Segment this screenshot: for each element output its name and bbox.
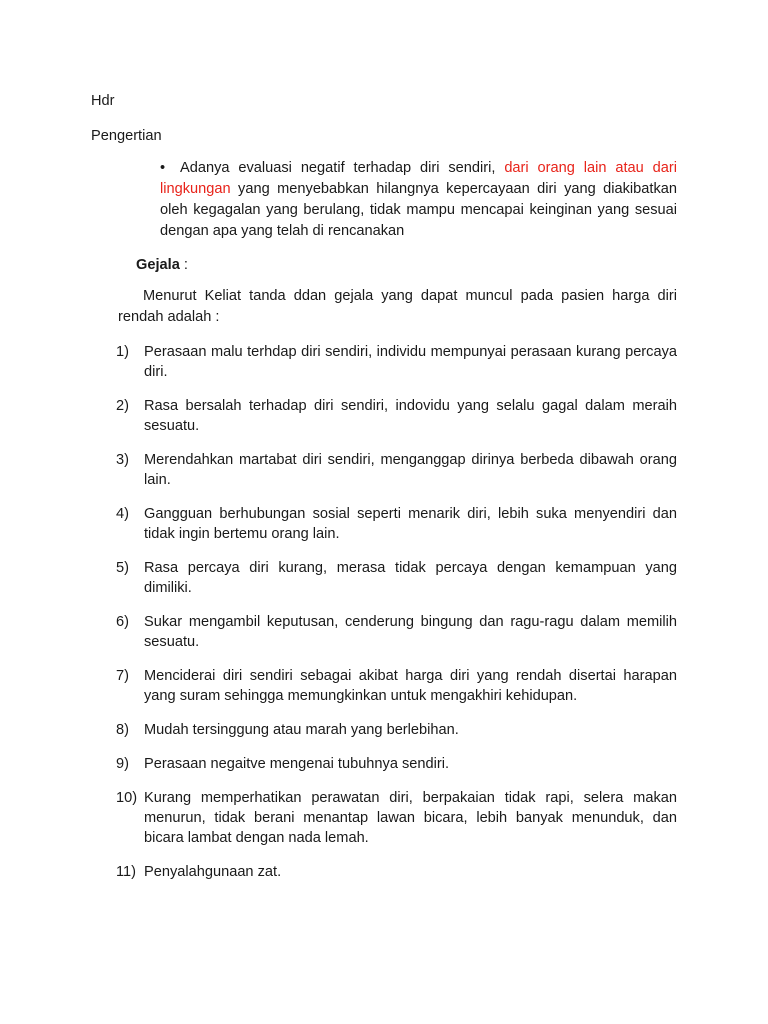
- list-item-text: Gangguan berhubungan sosial seperti menarik diri, lebih suka menyendiri dan tidak ingin bertemu orang lain.: [144, 506, 677, 542]
- list-item-text: Perasaan negaitve mengenai tubuhnya sendiri.: [144, 756, 450, 772]
- intro-paragraph: Menurut Keliat tanda ddan gejala yang dapat muncul pada pasien harga diri rendah adalah :: [118, 288, 677, 325]
- list-item-text: Merendahkan martabat diri sendiri, menganggap dirinya berbeda dibawah orang lain.: [144, 452, 677, 488]
- list-item-text: Rasa bersalah terhadap diri sendiri, indovidu yang selalu gagal dalam meraih sesuatu.: [144, 398, 677, 434]
- gejala-heading: [136, 255, 188, 275]
- list-item: [116, 720, 677, 740]
- definition-text-end: yang menyebabkan hilangnya kepercayaan diri yang diakibatkan oleh kegagalan yang berulang, tidak mampu mencapai keinginan yang sesuai dengan apa yang telah di rencanakan: [160, 181, 677, 239]
- list-item-text: Mudah tersinggung atau marah yang berlebihan.: [144, 722, 459, 738]
- list-item: [116, 862, 677, 882]
- list-item-number: 6): [116, 614, 129, 630]
- list-item-text: Menciderai diri sendiri sebagai akibat harga diri yang rendah disertai harapan yang suram sehingga memungkinkan untuk mengakhiri kehidupan.: [144, 668, 677, 704]
- gejala-label: Gejala: [136, 257, 180, 273]
- bullet-marker: •: [160, 160, 166, 176]
- list-item: [116, 342, 677, 382]
- list-item-number: 4): [116, 506, 129, 522]
- list-item-text: Penyalahgunaan zat.: [144, 864, 282, 880]
- list-item-text: Perasaan malu terhdap diri sendiri, individu mempunyai perasaan kurang percaya diri.: [144, 344, 677, 380]
- list-item: [116, 558, 677, 598]
- list-item: [116, 450, 677, 490]
- list-item-number: 11): [116, 864, 137, 880]
- list-item-number: 8): [116, 722, 129, 738]
- list-item-text: Rasa percaya diri kurang, merasa tidak percaya dengan kemampuan yang dimiliki.: [144, 560, 677, 596]
- definition-text-start: Adanya evaluasi negatif terhadap diri sendiri,: [180, 160, 505, 176]
- document-heading: Hdr: [91, 93, 115, 109]
- list-item-number: 9): [116, 756, 129, 772]
- list-item-number: 3): [116, 452, 129, 468]
- list-item-text: Kurang memperhatikan perawatan diri, berpakaian tidak rapi, selera makan menurun, tidak berani menantap lawan bicara, lebih banyak menunduk, dan bicara lambat dengan nada lemah.: [144, 790, 677, 846]
- list-item: [116, 754, 677, 774]
- gejala-suffix: :: [179, 257, 188, 273]
- list-item-number: 7): [116, 668, 129, 684]
- definition-highlight: dari orang lain atau dari lingkungan: [160, 160, 677, 197]
- list-item: [116, 612, 677, 652]
- list-item: [116, 666, 677, 706]
- list-item-number: 1): [116, 344, 129, 360]
- list-item: [116, 788, 677, 848]
- definition-bullet: [136, 158, 677, 242]
- list-item-number: 2): [116, 398, 129, 414]
- definition-text: [160, 160, 677, 239]
- section-title: Pengertian: [91, 128, 162, 144]
- list-item-number: 10): [116, 790, 138, 806]
- list-item: [116, 504, 677, 544]
- list-item: [116, 396, 677, 436]
- list-item-number: 5): [116, 560, 129, 576]
- list-item-text: Sukar mengambil keputusan, cenderung bingung dan ragu-ragu dalam memilih sesuatu.: [144, 614, 677, 650]
